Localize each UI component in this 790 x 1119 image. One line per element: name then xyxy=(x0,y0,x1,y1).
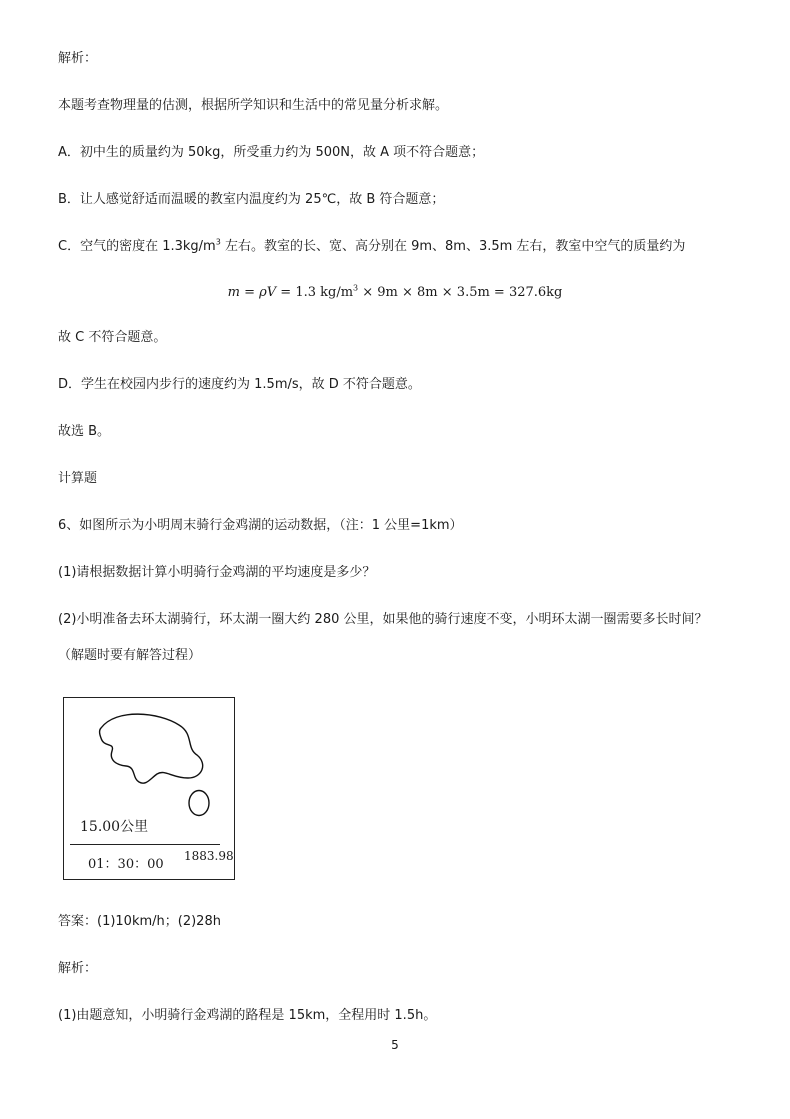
formula-eq: = xyxy=(239,285,260,300)
option-c-rest: 左右。教室的长、宽、高分别在 9m、8m、3.5m 左右，教室中空气的质量约为 xyxy=(220,239,686,254)
formula-density: = 1.3 kg/m xyxy=(276,285,354,300)
answer-choice: 故选 B。 xyxy=(58,424,111,439)
question-part-1: (1)请根据数据计算小明骑行金鸡湖的平均速度是多少？ xyxy=(58,565,376,580)
question-part-2: (2)小明准备去环太湖骑行，环太湖一圈大约 280 公里，如果他的骑行速度不变，小明环太湖一圈需要多长时间？ xyxy=(58,612,708,627)
option-c xyxy=(58,238,685,256)
text-line: 本题考查物理量的估测，根据所学知识和生活中的常见量分析求解。 xyxy=(58,98,449,113)
formula-rho: ρ xyxy=(259,285,267,300)
option-d: D．学生在校园内步行的速度约为 1.5m/s，故 D 不符合题意。 xyxy=(58,377,421,392)
formula-v: V xyxy=(266,285,277,300)
cycling-data-figure xyxy=(63,697,235,880)
formula-m: m xyxy=(227,285,240,300)
page-number: 5 xyxy=(391,1038,399,1052)
option-a: A．初中生的质量约为 50kg，所受重力约为 500N，故 A 项不符合题意； xyxy=(58,145,485,160)
option-b: B．让人感觉舒适而温暖的教室内温度约为 25℃，故 B 符合题意； xyxy=(58,192,445,207)
analysis-part-1: (1)由题意知，小明骑行金鸡湖的路程是 15km，全程用时 1.5h。 xyxy=(58,1008,437,1023)
option-c-sup: 3 xyxy=(215,237,221,247)
ride-number: 1883.98 xyxy=(184,849,234,863)
mass-formula xyxy=(0,283,790,303)
answer-line: 答案：(1)10km/h；(2)28h xyxy=(58,914,221,929)
ride-distance: 15.00公里 xyxy=(80,819,149,835)
analysis-heading: 解析： xyxy=(58,51,98,66)
question-stem: 6、如图所示为小明周末骑行金鸡湖的运动数据，（注：1 公里=1km） xyxy=(58,518,463,533)
figure-divider xyxy=(70,844,220,845)
formula-sup: 3 xyxy=(353,283,359,293)
option-c-text: C．空气的密度在 1.3kg/m xyxy=(58,239,216,254)
ride-time: 01：30：00 xyxy=(88,857,164,872)
question-note: （解题时要有解答过程） xyxy=(58,648,202,663)
section-heading: 计算题 xyxy=(58,471,98,486)
analysis-heading: 解析： xyxy=(58,961,98,976)
text-line: 故 C 不符合题意。 xyxy=(58,330,167,345)
formula-rest: × 9m × 8m × 3.5m = 327.6kg xyxy=(358,285,563,300)
